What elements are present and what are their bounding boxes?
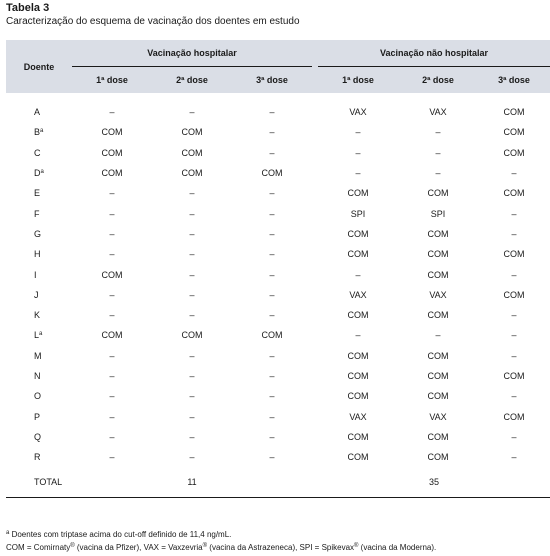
- footnote-marker: a: [39, 331, 43, 338]
- table-row: [6, 305, 550, 325]
- doente-label: L: [34, 330, 40, 341]
- footnote-text: Doentes com triptase acima do cut-off definido de 11,4 ng/mL.: [9, 530, 232, 539]
- header-dose: 2ª dose: [176, 75, 208, 85]
- header-dose: 3ª dose: [498, 75, 530, 85]
- dose-cell: –: [189, 310, 195, 321]
- table-row: [6, 325, 550, 345]
- dose-cell: –: [109, 249, 115, 260]
- dose-cell: COM: [347, 350, 369, 361]
- dose-cell: VAX: [349, 289, 367, 300]
- doente-cell: [6, 346, 72, 366]
- dose-cell: –: [269, 452, 275, 463]
- dose-cell: COM: [503, 289, 525, 300]
- dose-cell: –: [435, 147, 441, 158]
- dose-cell: –: [511, 391, 517, 402]
- dose-cell: COM: [347, 452, 369, 463]
- doente-cell: [6, 406, 72, 426]
- footnote-marker: a: [40, 169, 44, 176]
- header-vacinacao-nao-hospitalar: Vacinação não hospitalar: [318, 40, 550, 67]
- dose-cell: COM: [427, 431, 449, 442]
- dose-cell: COM: [347, 431, 369, 442]
- dose-cell: VAX: [349, 107, 367, 118]
- dose-cell: COM: [181, 127, 203, 138]
- dose-cell: –: [109, 452, 115, 463]
- dose-cell: –: [435, 330, 441, 341]
- dose-cell: COM: [503, 371, 525, 381]
- header-dose: 1ª dose: [96, 75, 128, 85]
- dose-cell: COM: [101, 147, 123, 158]
- doente-label: M: [34, 350, 42, 361]
- dose-cell: –: [269, 411, 275, 422]
- dose-cell: COM: [503, 147, 525, 158]
- doente-label: G: [34, 228, 42, 239]
- dose-cell: COM: [347, 249, 369, 260]
- dose-cell: COM: [101, 168, 123, 179]
- dose-cell: –: [355, 127, 361, 138]
- table-row: [6, 224, 550, 244]
- dose-cell: –: [269, 391, 275, 402]
- dose-cell: COM: [181, 330, 203, 341]
- dose-cell: –: [109, 310, 115, 321]
- dose-cell: –: [109, 411, 115, 422]
- footnote-abbreviations: COM = Comirnaty® (vacina da Pfizer), VAX = Vaxzevria® (vacina da Astrazeneca), SPI = Spikevax® (vacina da Moderna).: [6, 543, 437, 552]
- table-row: [6, 366, 550, 386]
- dose-cell: COM: [427, 371, 449, 381]
- table-row: [6, 427, 550, 447]
- table-row: [6, 386, 550, 406]
- dose-cell: COM: [181, 147, 203, 158]
- doente-cell: [6, 163, 72, 183]
- header-dose-row: [6, 67, 550, 94]
- dose-cell: COM: [181, 168, 203, 179]
- dose-cell: COM: [427, 269, 449, 280]
- vaccination-table: [6, 40, 550, 498]
- table-row: [6, 406, 550, 426]
- doente-label: E: [34, 188, 41, 199]
- doente-label: N: [34, 371, 41, 381]
- dose-cell: –: [269, 249, 275, 260]
- doente-cell: [6, 386, 72, 406]
- header-doente: Doente: [23, 61, 55, 72]
- dose-cell: –: [511, 228, 517, 239]
- table-row: [6, 244, 550, 264]
- table-row: [6, 346, 550, 366]
- doente-label: B: [34, 127, 41, 138]
- dose-cell: –: [511, 431, 517, 442]
- dose-cell: –: [189, 371, 195, 381]
- dose-cell: –: [435, 127, 441, 138]
- doente-label: K: [34, 310, 41, 321]
- doente-cell: [6, 102, 72, 122]
- dose-cell: COM: [347, 188, 369, 199]
- dose-cell: –: [189, 350, 195, 361]
- doente-cell: [6, 183, 72, 203]
- dose-cell: VAX: [429, 107, 447, 118]
- doente-cell: [6, 305, 72, 325]
- table-row: [6, 183, 550, 203]
- header-group-row: [6, 40, 550, 67]
- header-dose: 1ª dose: [342, 75, 374, 85]
- doente-label: A: [34, 107, 41, 118]
- dose-cell: –: [189, 289, 195, 300]
- dose-cell: –: [355, 269, 361, 280]
- dose-cell: COM: [503, 249, 525, 260]
- dose-cell: SPI: [430, 208, 446, 219]
- dose-cell: COM: [261, 168, 283, 179]
- doente-cell: [6, 143, 72, 163]
- dose-cell: COM: [427, 228, 449, 239]
- dose-cell: COM: [503, 107, 525, 118]
- dose-cell: –: [269, 310, 275, 321]
- dose-cell: SPI: [350, 208, 366, 219]
- total-nao-hospitalar: 35: [318, 467, 550, 498]
- dose-cell: –: [435, 168, 441, 179]
- dose-cell: COM: [347, 228, 369, 239]
- dose-cell: COM: [427, 350, 449, 361]
- table-row: [6, 203, 550, 223]
- header-vacinacao-hospitalar: Vacinação hospitalar: [72, 40, 312, 67]
- dose-cell: –: [189, 208, 195, 219]
- table-title: Tabela 3: [6, 2, 50, 14]
- doente-cell: [6, 447, 72, 467]
- dose-cell: –: [269, 269, 275, 280]
- dose-cell: COM: [347, 371, 369, 381]
- doente-label: Q: [34, 431, 42, 442]
- dose-cell: –: [269, 289, 275, 300]
- total-row: [6, 467, 550, 498]
- dose-cell: VAX: [429, 411, 447, 422]
- table-row: [6, 285, 550, 305]
- dose-cell: –: [269, 208, 275, 219]
- doente-cell: [6, 325, 72, 345]
- doente-label: D: [34, 168, 41, 179]
- dose-cell: COM: [427, 188, 449, 199]
- doente-cell: [6, 366, 72, 386]
- doente-label: J: [34, 289, 39, 300]
- dose-cell: COM: [101, 127, 123, 138]
- dose-cell: –: [109, 107, 115, 118]
- doente-cell: [6, 203, 72, 223]
- table-row: [6, 163, 550, 183]
- total-label: TOTAL: [6, 467, 72, 498]
- doente-label: I: [34, 269, 37, 280]
- dose-cell: –: [511, 310, 517, 321]
- doente-label: R: [34, 452, 41, 463]
- dose-cell: COM: [427, 391, 449, 402]
- dose-cell: –: [109, 391, 115, 402]
- dose-cell: –: [109, 188, 115, 199]
- dose-cell: –: [269, 431, 275, 442]
- header-dose: 2ª dose: [422, 75, 454, 85]
- footnote-triptase: [6, 530, 231, 539]
- dose-cell: COM: [101, 330, 123, 341]
- dose-cell: –: [269, 228, 275, 239]
- table-row: [6, 264, 550, 284]
- dose-cell: –: [511, 168, 517, 179]
- dose-cell: –: [511, 208, 517, 219]
- dose-cell: COM: [503, 188, 525, 199]
- dose-cell: –: [269, 127, 275, 138]
- dose-cell: VAX: [349, 411, 367, 422]
- dose-cell: COM: [101, 269, 123, 280]
- dose-cell: –: [269, 107, 275, 118]
- dose-cell: COM: [503, 411, 525, 422]
- dose-cell: –: [109, 371, 115, 381]
- dose-cell: COM: [427, 310, 449, 321]
- dose-cell: COM: [503, 127, 525, 138]
- dose-cell: –: [109, 228, 115, 239]
- dose-cell: –: [109, 431, 115, 442]
- table-row: [6, 447, 550, 467]
- header-dose: 3ª dose: [256, 75, 288, 85]
- dose-cell: COM: [347, 310, 369, 321]
- dose-cell: –: [269, 147, 275, 158]
- doente-label: C: [34, 147, 41, 158]
- table-caption: Caracterização do esquema de vacinação dos doentes em estudo: [6, 16, 300, 27]
- dose-cell: –: [109, 350, 115, 361]
- dose-cell: COM: [261, 330, 283, 341]
- dose-cell: COM: [347, 391, 369, 402]
- dose-cell: –: [189, 228, 195, 239]
- doente-cell: [6, 122, 72, 142]
- dose-cell: –: [355, 168, 361, 179]
- dose-cell: –: [189, 411, 195, 422]
- dose-cell: COM: [427, 452, 449, 463]
- doente-label: H: [34, 249, 41, 260]
- doente-label: O: [34, 391, 42, 402]
- dose-cell: –: [355, 330, 361, 341]
- dose-cell: –: [109, 289, 115, 300]
- dose-cell: –: [189, 391, 195, 402]
- table-row: [6, 122, 550, 142]
- total-hospitalar: 11: [72, 467, 312, 498]
- doente-cell: [6, 427, 72, 447]
- doente-cell: [6, 285, 72, 305]
- doente-label: P: [34, 411, 41, 422]
- dose-cell: COM: [427, 249, 449, 260]
- dose-cell: –: [269, 188, 275, 199]
- table-row: [6, 102, 550, 122]
- dose-cell: –: [355, 147, 361, 158]
- dose-cell: –: [269, 371, 275, 381]
- doente-cell: [6, 224, 72, 244]
- dose-cell: VAX: [429, 289, 447, 300]
- dose-cell: –: [189, 431, 195, 442]
- dose-cell: –: [189, 107, 195, 118]
- dose-cell: –: [189, 249, 195, 260]
- dose-cell: –: [269, 350, 275, 361]
- footnote-marker: a: [6, 530, 10, 536]
- dose-cell: –: [189, 269, 195, 280]
- table-body: [6, 93, 550, 498]
- dose-cell: –: [511, 452, 517, 463]
- dose-cell: –: [109, 208, 115, 219]
- doente-cell: [6, 244, 72, 264]
- dose-cell: –: [511, 330, 517, 341]
- doente-label: F: [34, 208, 40, 219]
- dose-cell: –: [189, 452, 195, 463]
- dose-cell: –: [511, 269, 517, 280]
- footnote-marker: a: [40, 128, 44, 135]
- table-row: [6, 143, 550, 163]
- dose-cell: –: [511, 350, 517, 361]
- dose-cell: –: [189, 188, 195, 199]
- doente-cell: [6, 264, 72, 284]
